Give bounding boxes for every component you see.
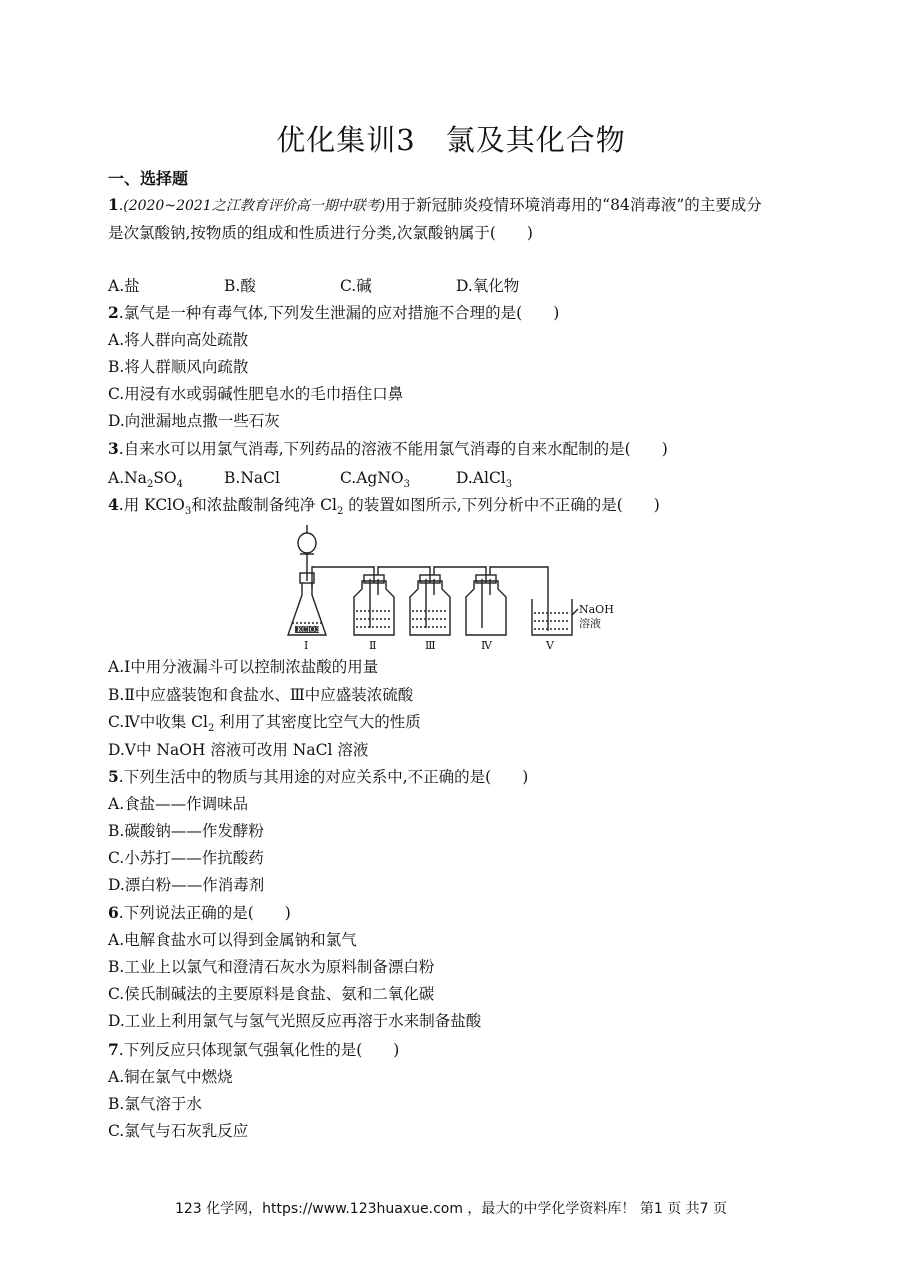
question-number: 2 bbox=[108, 303, 119, 322]
option-a: A.将人群向高处疏散 bbox=[108, 331, 249, 349]
option-a: A.食盐——作调味品 bbox=[108, 795, 249, 813]
bottle-iii bbox=[410, 567, 486, 635]
option-a: $A.Na_2SO_4$ bbox=[108, 469, 184, 491]
option-c: C.AgNO$_3$ bbox=[340, 469, 410, 491]
option-d: D.AlCl$_3$ bbox=[456, 469, 513, 491]
option-d: D.Ⅴ中 NaOH 溶液可改用 NaCl 溶液 bbox=[108, 741, 369, 759]
option-c: C.用浸有水或弱碱性肥皂水的毛巾捂住口鼻 bbox=[108, 385, 404, 403]
option-c: C.碱 bbox=[340, 277, 372, 295]
question-number: 5 bbox=[108, 767, 119, 786]
question-1-options bbox=[108, 275, 572, 297]
question-text: .下列说法正确的是( ) bbox=[118, 904, 291, 922]
question-4: 4.用 KClO$_3$和浓盐酸制备纯净 $Cl_2$ 的装置如图所示,下列分析中不正确的是( ) bbox=[108, 495, 660, 518]
question-1-line-1 bbox=[108, 194, 762, 217]
question-text: .下列反应只体现氯气强氧化性的是( ) bbox=[118, 1041, 400, 1059]
question-5 bbox=[108, 766, 528, 788]
option-b: B.NaCl bbox=[224, 469, 280, 487]
option-d: D.漂白粉——作消毒剂 bbox=[108, 876, 265, 894]
option-c: C.氯气与石灰乳反应 bbox=[108, 1122, 249, 1140]
bottle-ii bbox=[354, 567, 430, 635]
option-a: A.Ⅰ中用分液漏斗可以控制浓盐酸的用量 bbox=[108, 658, 379, 676]
question-3-options bbox=[108, 467, 572, 496]
naoh-label: NaOH bbox=[579, 603, 614, 616]
option-b: B.工业上以氯气和澄清石灰水为原料制备漂白粉 bbox=[108, 958, 435, 976]
option-a: A.盐 bbox=[108, 277, 140, 295]
beaker-v bbox=[532, 599, 578, 635]
flask-i bbox=[288, 567, 374, 635]
option-c: C.侯氏制碱法的主要原料是食盐、氨和二氧化碳 bbox=[108, 985, 435, 1003]
option-a: A.铜在氯气中燃烧 bbox=[108, 1068, 233, 1086]
option-d: D.向泄漏地点撒一些石灰 bbox=[108, 412, 280, 430]
question-1-line-2: 是次氯酸钠,按物质的组成和性质进行分类,次氯酸钠属于( ) bbox=[108, 224, 533, 242]
question-number: 4 bbox=[108, 495, 119, 514]
question-source: .(2020~2021之江教育评价高一期中联考) bbox=[118, 198, 386, 214]
question-number: 1 bbox=[108, 195, 119, 214]
option-b: B.氯气溶于水 bbox=[108, 1095, 202, 1113]
solution-label: 溶液 bbox=[579, 617, 601, 630]
option-c: C.Ⅳ中收集 $Cl_2$ 利用了其密度比空气大的性质 bbox=[108, 713, 421, 735]
question-number: 3 bbox=[108, 439, 119, 458]
option-a: A.电解食盐水可以得到金属钠和氯气 bbox=[108, 931, 357, 949]
question-text: .自来水可以用氯气消毒,下列药品的溶液不能用氯气消毒的自来水配制的是( ) bbox=[118, 440, 668, 458]
question-6 bbox=[108, 902, 291, 924]
page-title: 优化集训3 氯及其化合物 bbox=[276, 123, 626, 157]
question-text: 用于新冠肺炎疫情环境消毒用的“84消毒液”的主要成分 bbox=[385, 196, 762, 214]
option-c: C.小苏打——作抗酸药 bbox=[108, 849, 264, 867]
option-b: B.酸 bbox=[224, 277, 256, 295]
option-b: B.碳酸钠——作发酵粉 bbox=[108, 822, 264, 840]
option-b: B.将人群顺风向疏散 bbox=[108, 358, 249, 376]
option-b: B.Ⅱ中应盛装饱和食盐水、Ⅲ中应盛装浓硫酸 bbox=[108, 686, 414, 704]
option-d: D.氧化物 bbox=[456, 277, 520, 295]
label-iii: Ⅲ bbox=[425, 639, 436, 652]
label-v: Ⅴ bbox=[546, 639, 554, 652]
question-text: .氯气是一种有毒气体,下列发生泄漏的应对措施不合理的是( ) bbox=[118, 304, 560, 322]
question-text: .下列生活中的物质与其用途的对应关系中,不正确的是( ) bbox=[118, 768, 529, 786]
question-number: 7 bbox=[108, 1040, 119, 1059]
bottle-iv bbox=[466, 567, 548, 635]
page-footer: 123 化学网，https://www.123huaxue.com ，最大的中学化学资料库！ 第1 页 共7 页 bbox=[174, 1201, 728, 1217]
label-iv: Ⅳ bbox=[481, 639, 492, 652]
option-d: D.工业上利用氯气与氢气光照反应再溶于水来制备盐酸 bbox=[108, 1012, 482, 1030]
question-3 bbox=[108, 438, 668, 460]
section-heading: 一、选择题 bbox=[108, 169, 189, 188]
apparatus-diagram bbox=[280, 523, 620, 653]
question-7 bbox=[108, 1039, 399, 1061]
label-ii: Ⅱ bbox=[369, 639, 377, 652]
flask-label: KClO3 bbox=[297, 626, 320, 634]
question-2 bbox=[108, 302, 559, 324]
question-number: 6 bbox=[108, 903, 119, 922]
label-i: Ⅰ bbox=[304, 639, 309, 652]
